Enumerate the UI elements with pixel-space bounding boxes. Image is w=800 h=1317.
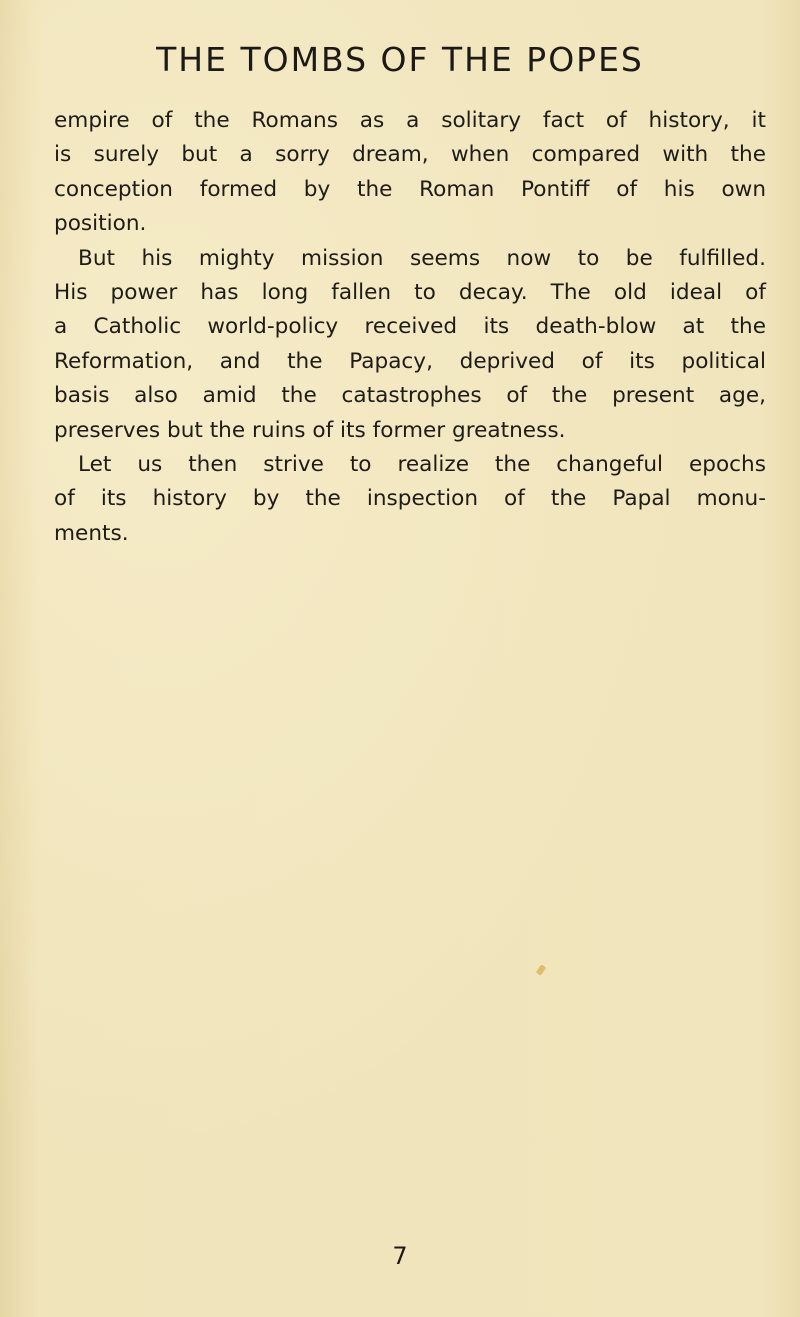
text-line: ments.: [54, 520, 129, 546]
text-line: a Catholic world-policy received its death-blow at the: [54, 314, 766, 340]
body-text: [54, 104, 766, 551]
text-line: His power has long fallen to decay. The old ideal of: [54, 280, 766, 306]
text-line: of its history by the inspection of the Papal monu-: [54, 486, 766, 512]
text-line: Reformation, and the Papacy, deprived of its political: [54, 348, 766, 374]
running-head: THE TOMBS OF THE POPES: [156, 40, 644, 79]
text-line: is surely but a sorry dream, when compared with the: [54, 142, 766, 168]
text-line: empire of the Romans as a solitary fact of history, it: [54, 108, 766, 133]
text-line: Let us then strive to realize the changeful epochs: [78, 452, 766, 478]
text-line: basis also amid the catastrophes of the present age,: [54, 383, 766, 409]
text-line: preserves but the ruins of its former greatness.: [54, 417, 566, 443]
page-number: 7: [392, 1242, 408, 1270]
text-line: But his mighty mission seems now to be fulfilled.: [78, 245, 766, 271]
paper-speck: [536, 964, 547, 976]
text-line: conception formed by the Roman Pontiff of his own: [54, 176, 766, 202]
text-line: position.: [54, 211, 147, 237]
